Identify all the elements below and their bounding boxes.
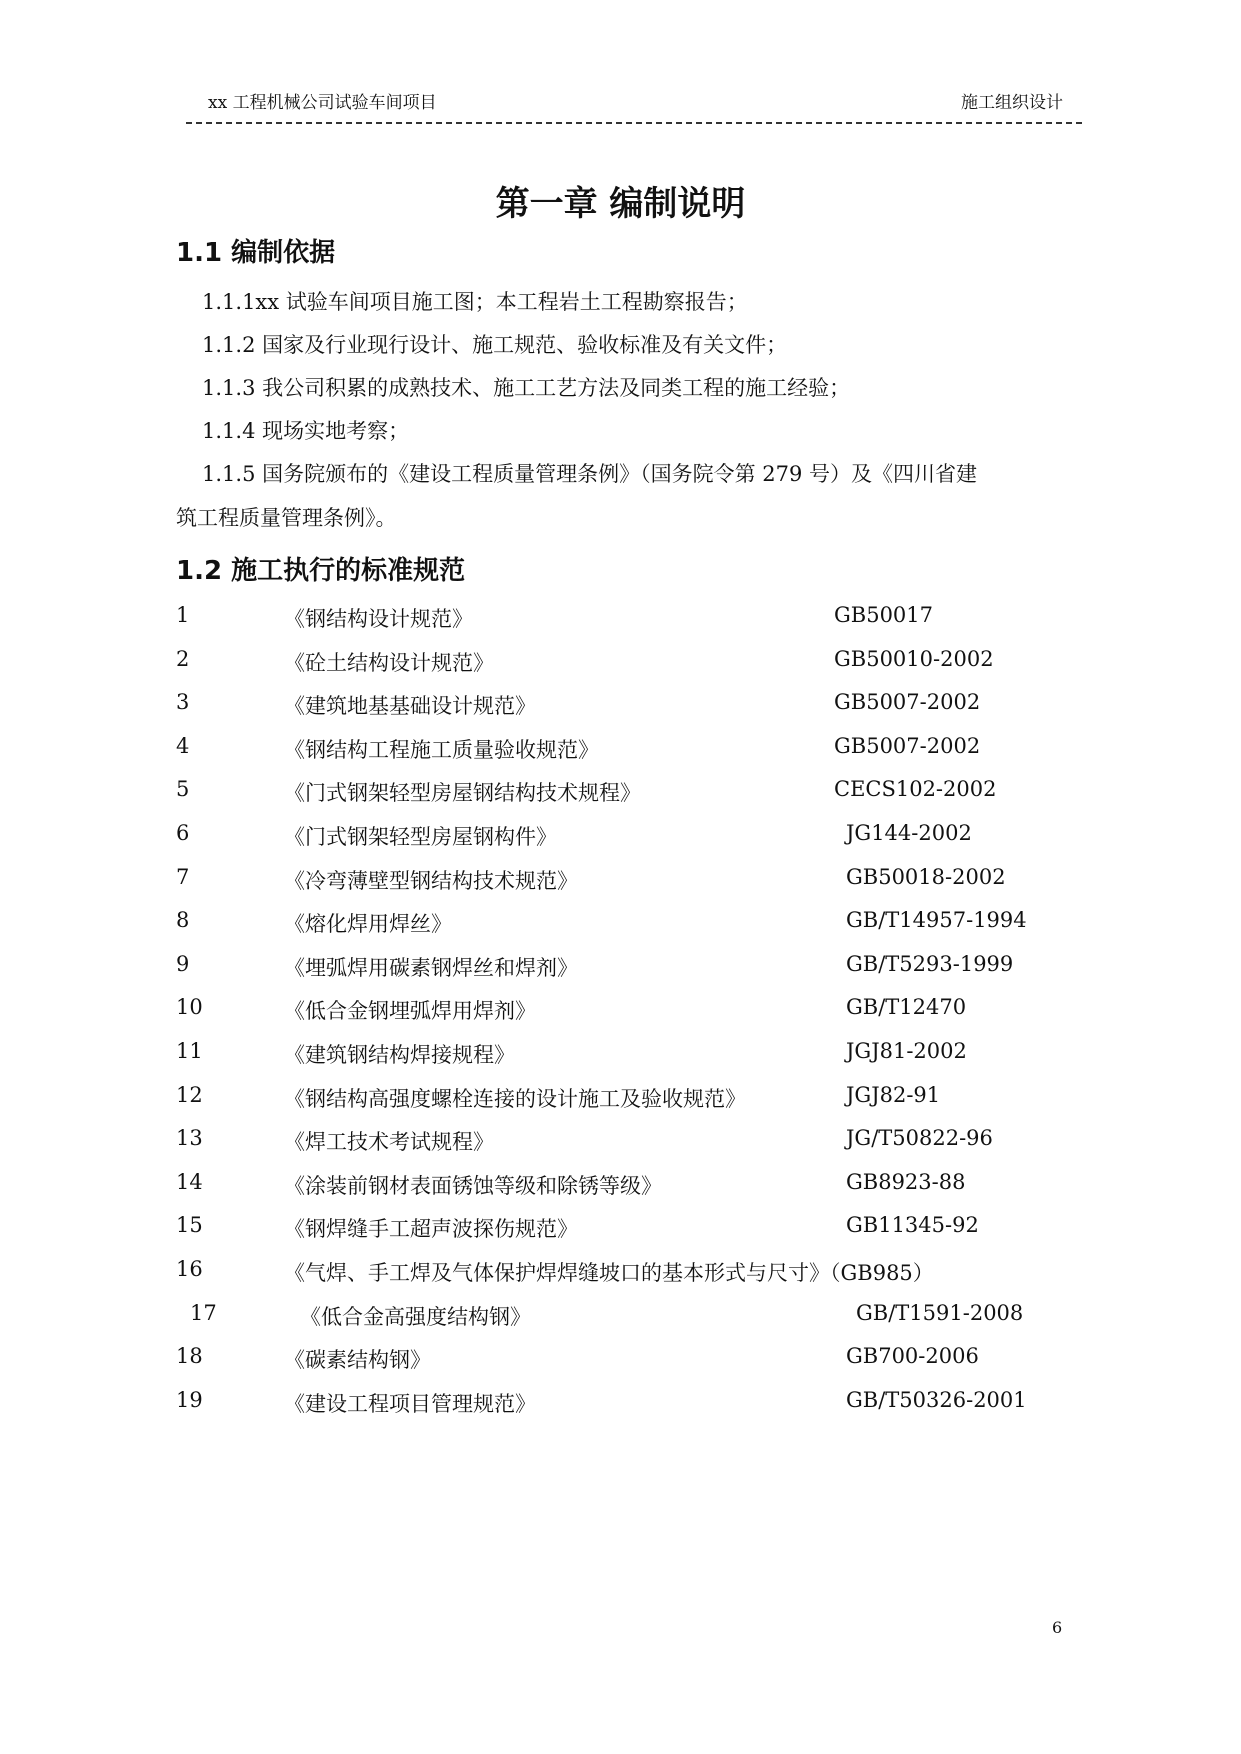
standard-number: 5 xyxy=(176,777,190,802)
standard-name: 《砼土结构设计规范》 xyxy=(284,650,494,675)
standard-name: 《钢结构设计规范》 xyxy=(284,607,473,631)
standard-number: 17 xyxy=(190,1300,217,1325)
standard-row xyxy=(0,1344,1241,1378)
standard-row xyxy=(0,865,1241,899)
standard-row xyxy=(0,1301,1241,1335)
standard-name: 《埋弧焊用碳素钢焊丝和焊剂》 xyxy=(284,955,578,980)
standard-row xyxy=(0,908,1241,942)
standard-row xyxy=(0,1388,1241,1422)
standard-code: GB5007-2002 xyxy=(834,733,981,758)
standard-code: GB/T1591-2008 xyxy=(856,1300,1024,1325)
header-project-title: xx 工程机械公司试验车间项目 xyxy=(208,93,437,113)
standard-number: 10 xyxy=(176,995,203,1020)
standard-number: 11 xyxy=(176,1039,203,1063)
standard-number: 8 xyxy=(176,908,190,933)
basis-item: 1.1.2 国家及行业现行设计、施工规范、验收标准及有关文件； xyxy=(202,333,788,357)
standard-code: GB/T5293-1999 xyxy=(846,951,1014,976)
standard-name: 《钢结构工程施工质量验收规范》 xyxy=(284,737,599,762)
standard-name: 《建设工程项目管理规范》 xyxy=(284,1391,536,1416)
header-document-type: 施工组织设计 xyxy=(961,93,1063,113)
standard-row xyxy=(0,603,1241,637)
standard-code: JGJ82-91 xyxy=(846,1082,941,1107)
standard-number: 1 xyxy=(176,603,190,627)
standard-number: 19 xyxy=(176,1387,203,1412)
standard-number: 6 xyxy=(176,821,190,845)
standard-number: 14 xyxy=(176,1169,203,1194)
standard-row xyxy=(0,1170,1241,1204)
basis-item: 1.1.1xx 试验车间项目施工图；本工程岩土工程勘察报告； xyxy=(202,290,748,314)
standard-row xyxy=(0,647,1241,681)
standard-name: 《冷弯薄壁型钢结构技术规范》 xyxy=(284,868,578,893)
standard-number: 2 xyxy=(176,646,190,671)
standard-name: 《碳素结构钢》 xyxy=(284,1348,431,1373)
standard-name: 《门式钢架轻型房屋钢构件》 xyxy=(284,825,557,849)
standard-code: GB50017 xyxy=(834,603,934,627)
standard-row xyxy=(0,821,1241,855)
standard-number: 4 xyxy=(176,733,190,758)
standard-number: 18 xyxy=(176,1344,203,1369)
standard-number: 16 xyxy=(176,1257,203,1281)
standard-number: 13 xyxy=(176,1126,203,1151)
standard-code: GB8923-88 xyxy=(846,1169,966,1194)
page-number: 6 xyxy=(1052,1618,1063,1637)
standard-code: GB11345-92 xyxy=(846,1213,979,1238)
standard-code: GB700-2006 xyxy=(846,1344,979,1369)
section-heading-1-2: 1.2 施工执行的标准规范 xyxy=(176,556,466,586)
standard-code: GB/T12470 xyxy=(846,995,967,1020)
standard-row xyxy=(0,734,1241,768)
standard-code: GB50010-2002 xyxy=(834,646,994,671)
standard-name: 《低合金钢埋弧焊用焊剂》 xyxy=(284,999,536,1024)
standard-row xyxy=(0,995,1241,1029)
standard-code: CECS102-2002 xyxy=(834,777,997,802)
header-divider xyxy=(186,122,1082,124)
standard-row xyxy=(0,1039,1241,1073)
standard-name: 《建筑钢结构焊接规程》 xyxy=(284,1043,515,1067)
basis-item-continuation: 筑工程质量管理条例》。 xyxy=(176,506,397,530)
standard-row xyxy=(0,952,1241,986)
standard-code: GB/T50326-2001 xyxy=(846,1387,1027,1412)
standard-name: 《钢焊缝手工超声波探伤规范》 xyxy=(284,1217,578,1242)
standard-code: JG144-2002 xyxy=(846,821,972,845)
basis-item: 1.1.4 现场实地考察； xyxy=(202,419,410,443)
standard-code: JG/T50822-96 xyxy=(846,1126,993,1151)
standard-code: JGJ81-2002 xyxy=(846,1039,967,1063)
standard-name: 《门式钢架轻型房屋钢结构技术规程》 xyxy=(284,781,641,806)
basis-item: 1.1.5 国务院颁布的《建设工程质量管理条例》（国务院令第 279 号）及《四川省建 xyxy=(202,462,978,486)
standard-row xyxy=(0,1083,1241,1117)
standard-code: GB5007-2002 xyxy=(834,690,981,715)
standard-number: 12 xyxy=(176,1082,203,1107)
standard-name: 《涂装前钢材表面锈蚀等级和除锈等级》 xyxy=(284,1173,662,1198)
standard-code: GB50018-2002 xyxy=(846,864,1006,889)
standard-row xyxy=(0,777,1241,811)
standard-row xyxy=(0,1126,1241,1160)
standard-code: GB/T14957-1994 xyxy=(846,908,1027,933)
standard-number: 3 xyxy=(176,690,190,715)
standard-row xyxy=(0,1213,1241,1247)
standard-name: 《气焊、手工焊及气体保护焊焊缝坡口的基本形式与尺寸》（GB985） xyxy=(284,1261,934,1285)
chapter-title: 第一章 编制说明 xyxy=(495,184,746,224)
standard-name: 《建筑地基基础设计规范》 xyxy=(284,694,536,719)
section-heading-1-1: 1.1 编制依据 xyxy=(176,238,336,268)
standard-number: 15 xyxy=(176,1213,203,1238)
standard-row xyxy=(0,1257,1241,1291)
standard-row xyxy=(0,690,1241,724)
basis-item: 1.1.3 我公司积累的成熟技术、施工工艺方法及同类工程的施工经验； xyxy=(202,376,851,400)
standard-name: 《钢结构高强度螺栓连接的设计施工及验收规范》 xyxy=(284,1086,746,1111)
standard-name: 《熔化焊用焊丝》 xyxy=(284,912,452,937)
standard-name: 《焊工技术考试规程》 xyxy=(284,1130,494,1155)
standard-name: 《低合金高强度结构钢》 xyxy=(300,1304,531,1329)
standard-number: 7 xyxy=(176,864,190,889)
standard-number: 9 xyxy=(176,951,190,976)
